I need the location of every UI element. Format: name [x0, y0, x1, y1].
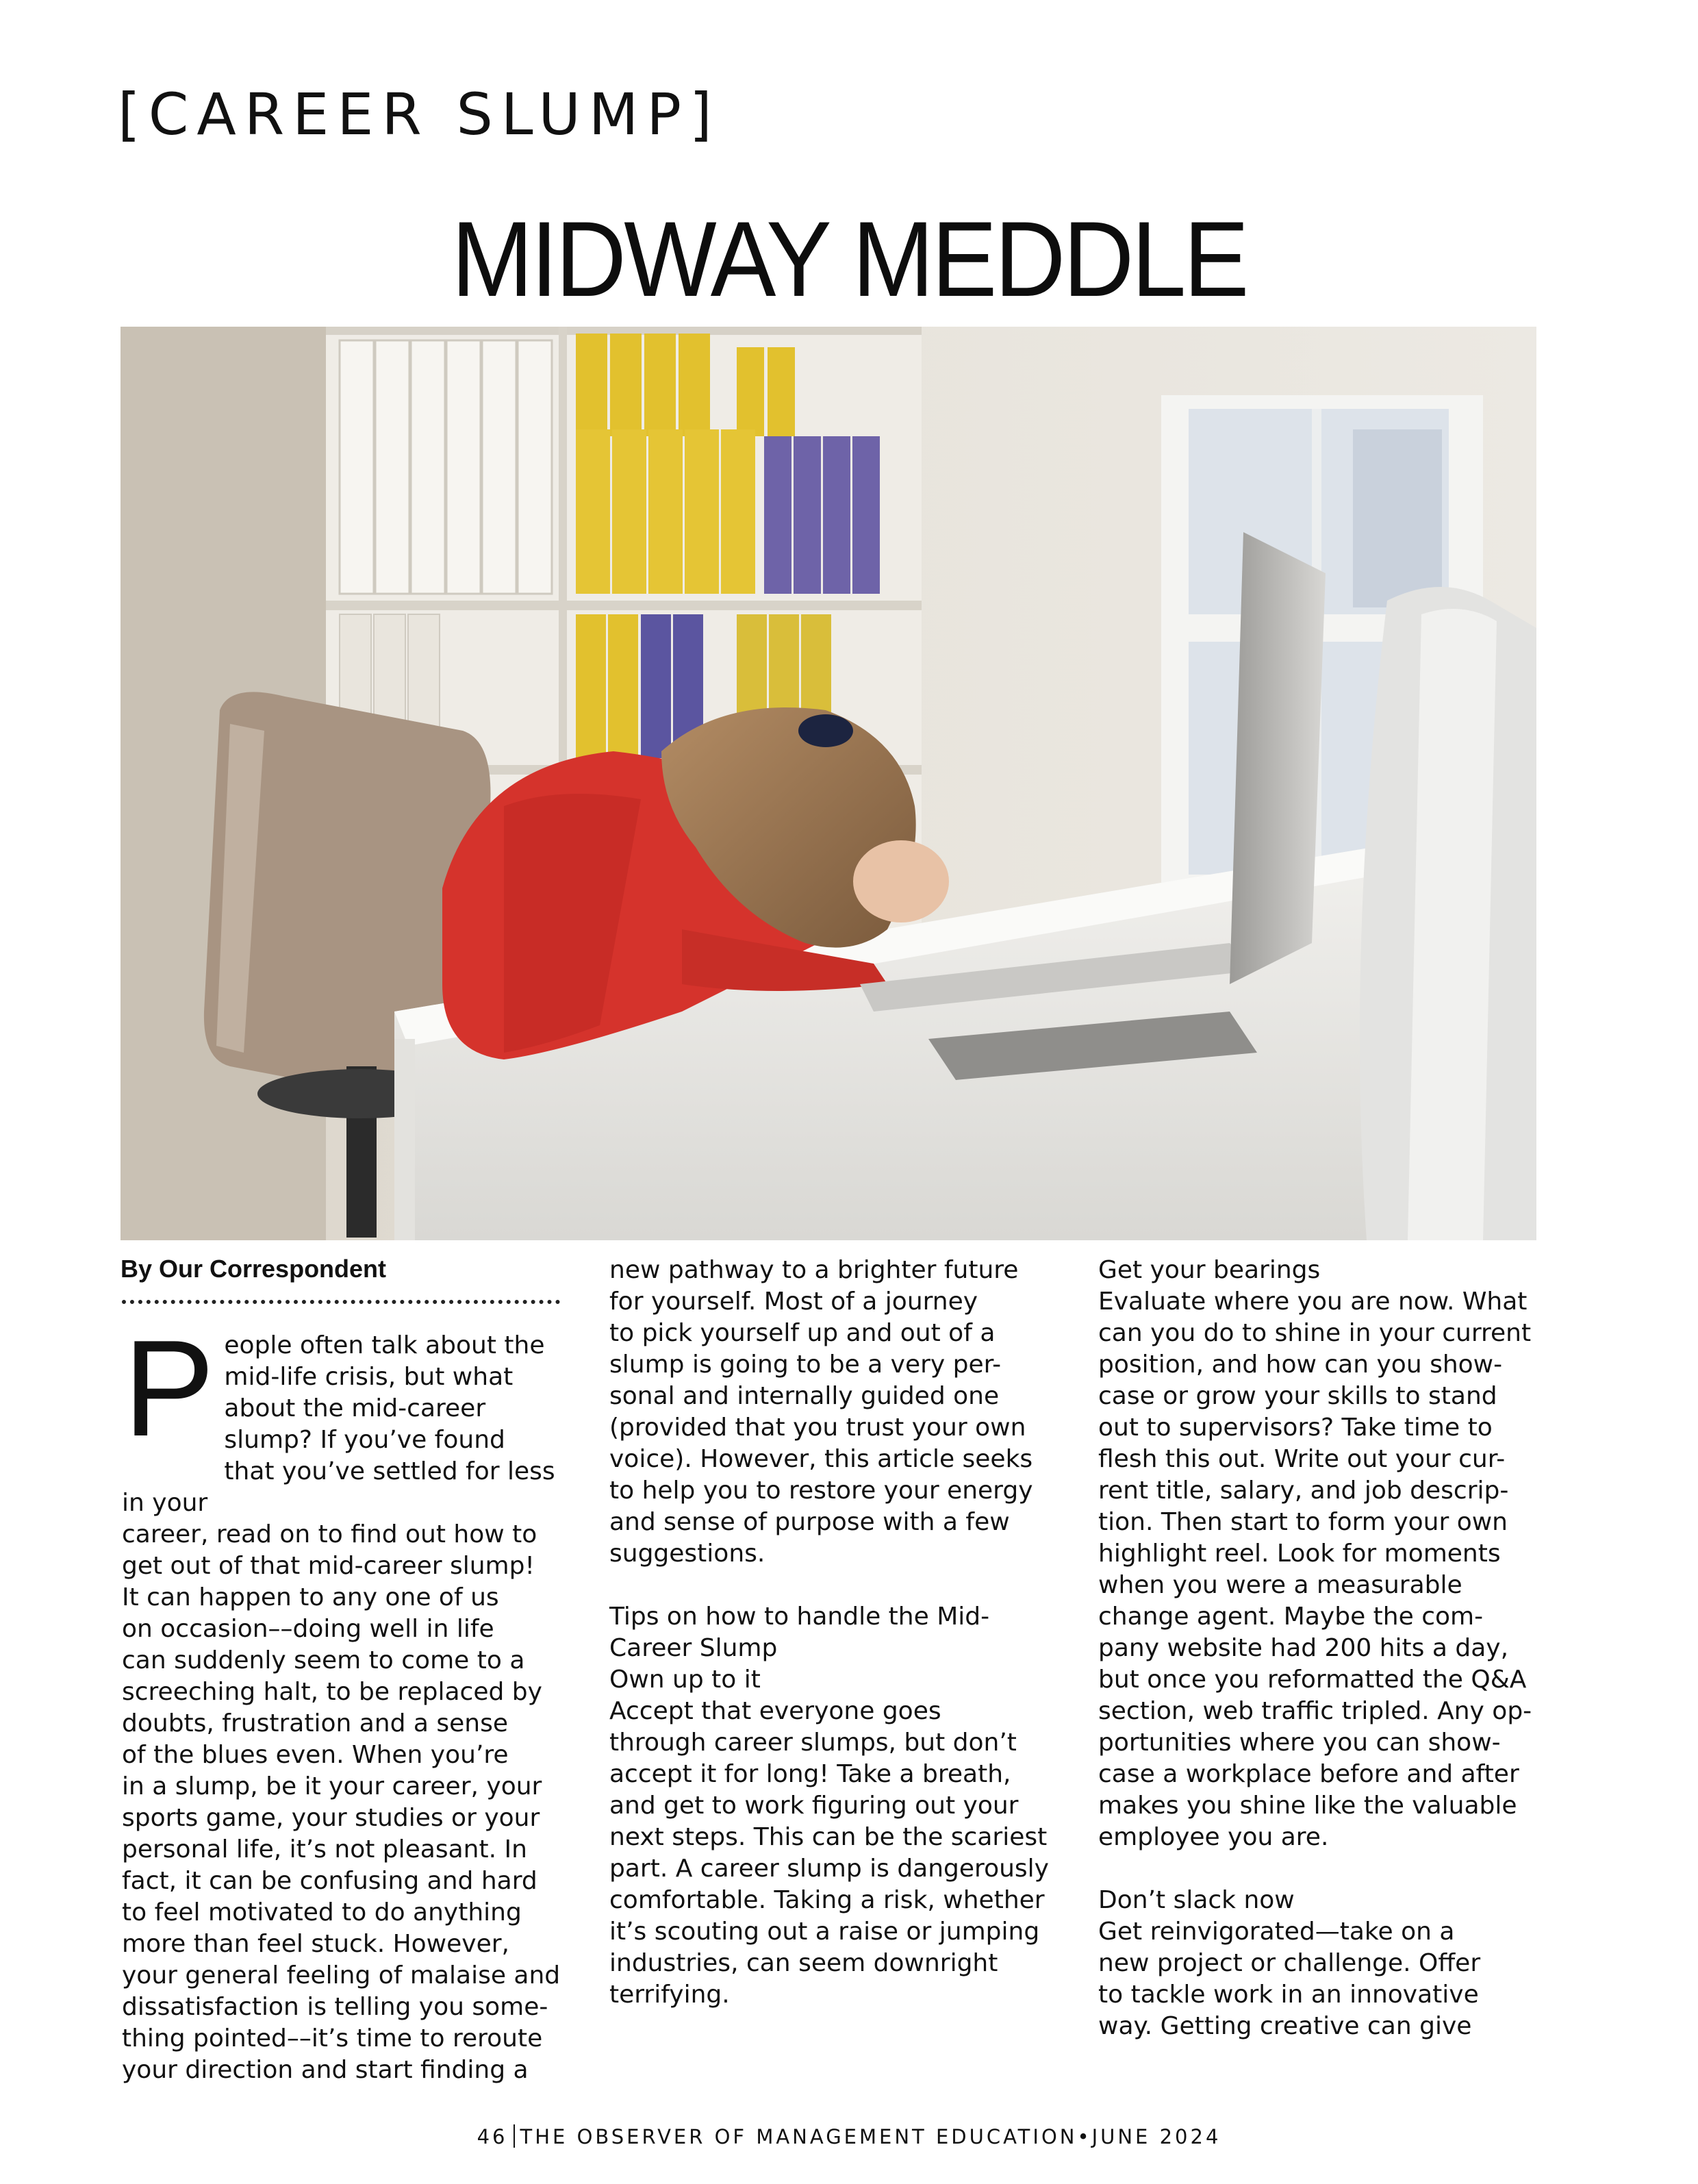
slack-body: Get reinvigorated—take on a new project or challenge. Offer to tackle work in an innovative way. Getting creative can give — [1098, 1918, 1481, 2040]
bearings-heading: Get your bearings — [1098, 1256, 1321, 1284]
continued-paragraph: new pathway to a brighter future for yourself. Most of a journey to pick yourself up and out of a slump is going to be a very per- sonal and internally guided one (provided that you trust your own voice). However, this article seeks to help you to restore your energy and sense of purpose with a few suggestions. — [609, 1256, 1033, 1568]
paragraph-gap — [609, 1570, 1061, 1601]
column-1 — [122, 1312, 574, 2086]
paragraph-gap — [1098, 1853, 1550, 1885]
publication-name: THE OBSERVER OF MANAGEMENT EDUCATION•JUNE 2024 — [520, 2125, 1221, 2148]
article-photo — [121, 327, 1536, 1240]
footer-separator — [514, 2124, 515, 2148]
article-byline: By Our Correspondent — [121, 1255, 387, 1283]
page-number: 46 — [477, 2125, 508, 2148]
slack-heading: Don’t slack now — [1098, 1886, 1295, 1914]
byline-divider — [122, 1300, 560, 1304]
tips-heading: Tips on how to handle the Mid- Career Slump — [609, 1603, 990, 1662]
page-footer — [0, 2124, 1698, 2148]
column-2 — [609, 1255, 1061, 2011]
article-headline: MIDWAY MEDDLE — [451, 200, 1247, 319]
own-up-body: Accept that everyone goes through career slumps, but don’t accept it for long! Take a breath, and get to work figuring out your next steps. This can be the scariest part. A career slump is dangerously comfortable. Taking a risk, whether it’s scouting out a raise or jumping industries, can seem downright terrifying. — [609, 1697, 1049, 2009]
intro-paragraph: eople often talk about the mid-life crisis, but what about the mid-career slump? If you’ve found that you’ve settled for less in your career, read on to find out how to get out of that mid-career slump! It can happen to any one of us on occasion––doing well in life can suddenly seem to come to a screeching halt, to be replaced by doubts, frustration and a sense of the blues even. When you’re in a slump, be it your career, your sports game, your studies or your personal life, it’s not pleasant. In fact, it can be confusing and hard to feel motivated to do anything more than feel stuck. However, your general feeling of malaise and dissatisfaction is telling you some- thing pointed––it’s time to reroute your direction and start finding a — [122, 1331, 561, 2084]
section-kicker: [CAREER SLUMP] — [118, 81, 720, 148]
own-up-heading: Own up to it — [609, 1666, 761, 1694]
bearings-body: Evaluate where you are now. What can you do to shine in your current position, and how can you show- case or grow your skills to stand out to supervisors? Take time to flesh this out. Write out your cur- rent title, salary, and job descrip- tion. Then start to form your own highlight reel. Look for moments when you were a measurable change agent. Maybe the com- pany website had 200 hits a day, but once you reformatted the Q&A section, web traffic tripled. Any op- portunities where you can show- case a workplace before and after makes you shine like the valuable employee you are. — [1098, 1288, 1532, 1851]
column-3 — [1098, 1255, 1550, 2042]
drop-cap: P — [123, 1312, 215, 1465]
